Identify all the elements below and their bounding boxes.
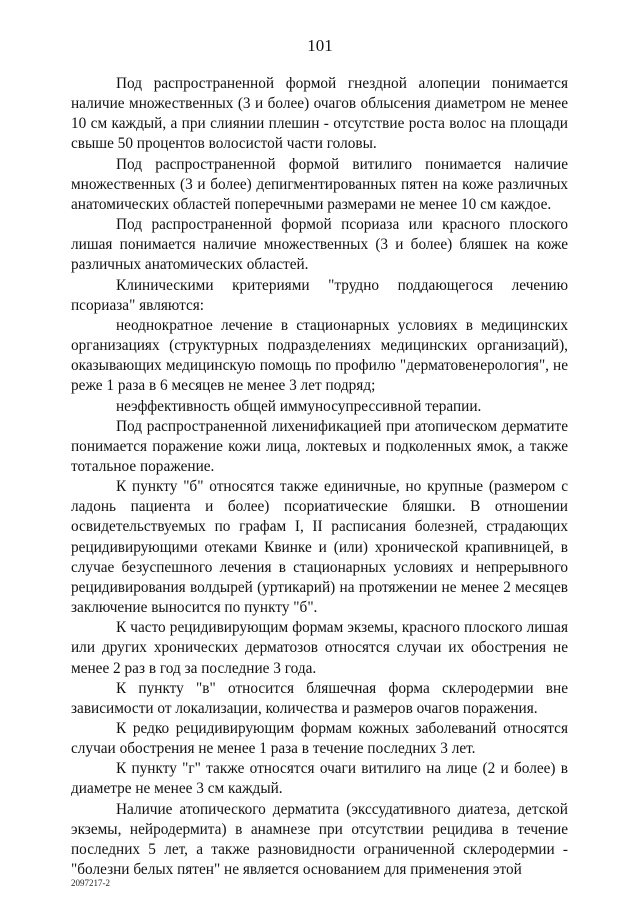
page-number: 101 (307, 36, 333, 55)
body-text (71, 74, 568, 880)
document-code: 2097217-2 (71, 878, 110, 888)
paragraph: Под распространенной формой витилиго понимается наличие множественных (3 и более) депигментированных пятен на коже различных анатомических областей поперечными размерами не менее 10 см каждое. (71, 155, 568, 213)
paragraph: Под распространенной лихенификацией при атопическом дерматите понимается поражение кожи лица, локтевых и подколенных ямок, а также тотальное поражение. (71, 417, 568, 475)
paragraph: Под распространенной формой гнездной алопеции понимается наличие множественных (3 и более) очагов облысения диаметром не менее 10 см каждый, а при слиянии плешин - отсутствие роста волос на площади свыше 50 процентов волосистой части головы. (71, 75, 568, 153)
paragraph: неэффективность общей иммуносупрессивной терапии. (116, 397, 482, 415)
paragraph: неоднократное лечение в стационарных условиях в медицинских организациях (структурных подразделениях медицинских организаций), оказывающих медицинскую помощь по профилю "дерматовенерология", не реже 1 раза в 6 месяцев не менее 3 лет подряд; (71, 316, 568, 395)
paragraph: К пункту "б" относятся также единичные, но крупные (размером с ладонь пациента и более) псориатические бляшки. В отношении освидетельствуемых по графам I, II расписания болезней, страдающих рецидивирующими отеками Квинке и (или) хронической крапивницей, в случае безуспешного лечения в стационарных условиях и непрерывного рецидивирования волдырей (уртикарий) на протяжении не менее 2 месяцев заключение выносится по пункту "б". (71, 478, 568, 617)
paragraph: К пункту "в" относится бляшечная форма склеродермии вне зависимости от локализации, количества и размеров очагов поражения. (71, 679, 568, 717)
paragraph: К редко рецидивирующим формам кожных заболеваний относятся случаи обострения не менее 1 раза в течение последних 3 лет. (71, 720, 568, 758)
paragraph: Под распространенной формой псориаза или красного плоского лишая понимается наличие множественных (3 и более) бляшек на коже различных анатомических областей. (71, 216, 568, 274)
paragraph: Наличие атопического дерматита (экссудативного диатеза, детской экземы, нейродермита) в анамнезе при отсутствии рецидива в течение последних 5 лет, а также разновидности ограниченной склеродермии - "болезни белых пятен" не является основанием для применения этой (71, 800, 568, 879)
paragraph: К пункту "г" также относятся очаги витилиго на лице (2 и более) в диаметре не менее 3 см каждый. (71, 760, 568, 798)
paragraph: Клиническими критериями "трудно поддающегося лечению псориаза" являются: (71, 276, 568, 314)
paragraph: К часто рецидивирующим формам экземы, красного плоского лишая или других хронических дерматозов относятся случаи их обострения не менее 2 раз в год за последние 3 года. (71, 619, 568, 677)
